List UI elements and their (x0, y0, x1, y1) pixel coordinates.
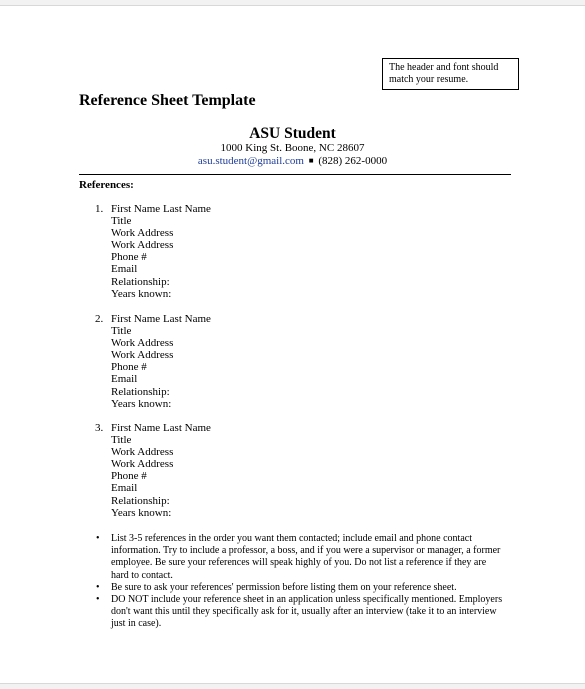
tip-text: DO NOT include your reference sheet in an application unless specifically mentioned. Employers don't want this until they specifically ask for it, usually after an interview (take it to an interview just in case). (111, 594, 503, 630)
reference-years-known: Years known: (111, 397, 172, 410)
reference-name: First Name Last Name (111, 313, 211, 325)
reference-email: Email (111, 373, 138, 386)
reference-number: 2. (95, 313, 104, 325)
page-top-border (0, 0, 585, 6)
references-heading: References: (79, 179, 134, 191)
reference-name: First Name Last Name (111, 203, 211, 215)
reference-work-address: Work Address (111, 349, 174, 362)
tip-item (96, 533, 506, 582)
reference-email: Email (111, 482, 138, 495)
reference-work-address: Work Address (111, 239, 174, 252)
tip-item (96, 594, 506, 631)
page-bottom-border (0, 683, 585, 689)
student-name: ASU Student (249, 125, 336, 142)
document-title: Reference Sheet Template (79, 92, 256, 109)
tip-item (96, 582, 506, 594)
tip-text: List 3-5 references in the order you want them contacted; include email and phone contact information. Try to include a professor, a boss, and if you were a supervisor or manager, a former employee. Be sure your references will speak highly of you. Do not list a reference if they are hard to contact. (111, 533, 501, 581)
reference-phone: Phone # (111, 251, 147, 264)
bullet-icon: • (96, 533, 100, 544)
reference-relationship: Relationship: (111, 494, 170, 507)
header-divider (79, 174, 511, 175)
reference-number: 1. (95, 203, 104, 215)
reference-phone: Phone # (111, 470, 147, 483)
tip-text: Be sure to ask your references' permission before listing them on your reference sheet. (111, 581, 457, 593)
bullet-icon: • (96, 581, 100, 593)
reference-title: Title (111, 434, 132, 447)
reference-relationship: Relationship: (111, 385, 170, 398)
note-box (382, 58, 519, 90)
reference-email: Email (111, 263, 138, 276)
reference-years-known: Years known: (111, 287, 172, 300)
email-link[interactable]: asu.student@gmail.com (197, 155, 304, 167)
reference-years-known: Years known: (111, 506, 172, 519)
reference-title: Title (111, 325, 132, 338)
student-address: 1000 King St. Boone, NC 28607 (220, 142, 365, 154)
note-text: The header and font should match your resume. (389, 62, 499, 85)
contact-line (0, 155, 585, 167)
reference-work-address: Work Address (111, 458, 174, 471)
reference-phone: Phone # (111, 361, 147, 374)
reference-name: First Name Last Name (111, 422, 211, 434)
phone-number: (828) 262-0000 (318, 155, 388, 167)
reference-relationship: Relationship: (111, 275, 170, 288)
separator-square: ■ (308, 156, 314, 165)
tips-list (96, 533, 506, 631)
reference-work-address: Work Address (111, 227, 174, 240)
reference-work-address: Work Address (111, 446, 174, 459)
bullet-icon: • (96, 594, 100, 606)
reference-work-address: Work Address (111, 337, 174, 350)
reference-number: 3. (95, 422, 104, 434)
reference-title: Title (111, 215, 132, 228)
